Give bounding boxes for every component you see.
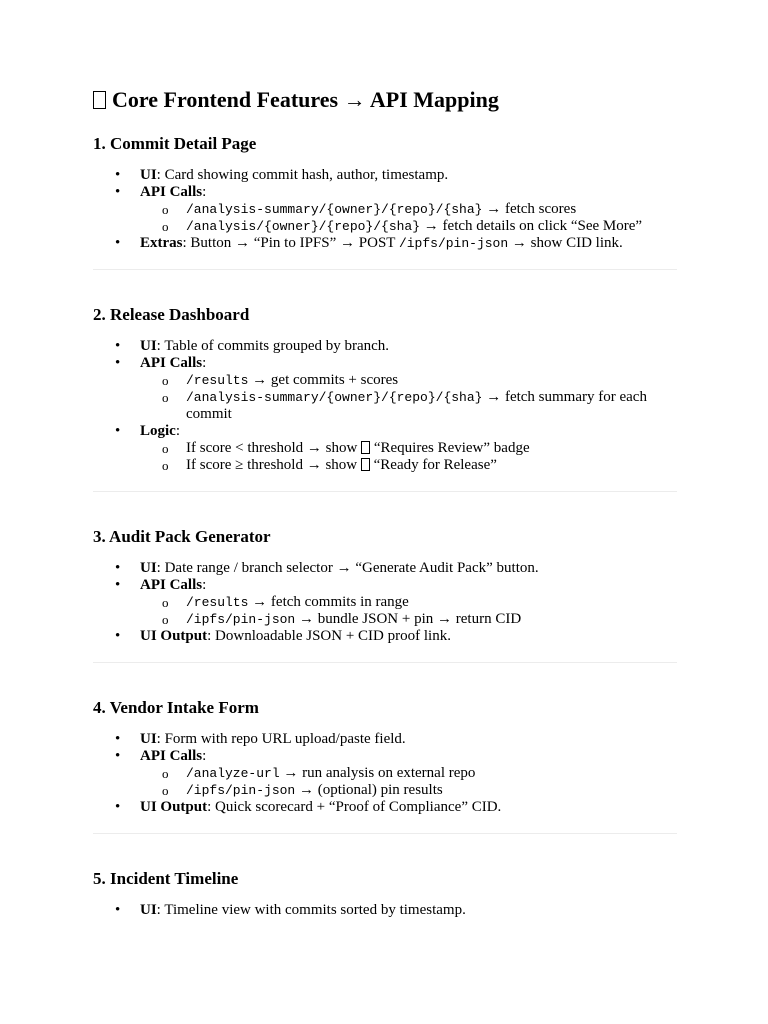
list-item: • Extras: Button → “Pin to IPFS” → POST /ipfs/pin-json → show CID link. xyxy=(93,235,677,252)
section-audit-pack-generator xyxy=(93,525,677,645)
list-item: • UI: Table of commits grouped by branch. xyxy=(93,338,677,355)
sub-list xyxy=(140,372,677,423)
sub-list-item: o /analyze-url → run analysis on external repo xyxy=(93,765,677,782)
section-divider xyxy=(93,491,677,492)
sub-list xyxy=(140,594,677,628)
sub-list-item: o If score ≥ threshold → show “Ready for Release” xyxy=(93,457,677,474)
sub-list-item: o /results → get commits + scores xyxy=(93,372,677,389)
list-item: • API Calls: o /analyze-url → run analysis on external repo o /ipfs/pin-json → (optional) pin results xyxy=(93,748,677,799)
list-item: • Logic: o If score < threshold → show “Requires Review” badge o If score ≥ threshold → show “Ready for Release” xyxy=(93,423,677,474)
sub-list xyxy=(140,201,677,235)
sub-list-item: o /analysis-summary/{owner}/{repo}/{sha} → fetch scores xyxy=(93,201,677,218)
sub-list-item: o /ipfs/pin-json → (optional) pin results xyxy=(93,782,677,799)
sub-list xyxy=(140,765,677,799)
section-heading: 4. Vendor Intake Form xyxy=(93,698,259,717)
missing-glyph-icon xyxy=(361,458,370,471)
section-commit-detail-page xyxy=(93,132,677,252)
document-page xyxy=(93,84,677,919)
section-list xyxy=(93,731,677,816)
sub-list xyxy=(140,440,677,474)
list-item: • UI: Date range / branch selector → “Generate Audit Pack” button. xyxy=(93,560,677,577)
list-item: • UI Output: Downloadable JSON + CID proof link. xyxy=(93,628,677,645)
section-heading: 5. Incident Timeline xyxy=(93,869,239,888)
list-item: • UI: Card showing commit hash, author, timestamp. xyxy=(93,167,677,184)
section-release-dashboard xyxy=(93,303,677,474)
section-list xyxy=(93,338,677,474)
list-item: • UI Output: Quick scorecard + “Proof of Compliance” CID. xyxy=(93,799,677,816)
list-item: • UI: Timeline view with commits sorted by timestamp. xyxy=(93,902,677,919)
section-divider xyxy=(93,833,677,834)
section-heading: 3. Audit Pack Generator xyxy=(93,527,271,546)
section-list xyxy=(93,560,677,645)
list-item: • API Calls: o /results → get commits + scores o /analysis-summary/{owner}/{repo}/{sha} → fetch summary for each commit xyxy=(93,355,677,423)
list-item: • API Calls: o /results → fetch commits in range o /ipfs/pin-json → bundle JSON + pin → return CID xyxy=(93,577,677,628)
sub-list-item: o /analysis-summary/{owner}/{repo}/{sha} → fetch summary for each commit xyxy=(93,389,677,423)
sub-list-item: o If score < threshold → show “Requires Review” badge xyxy=(93,440,677,457)
list-item: • API Calls: o /analysis-summary/{owner}/{repo}/{sha} → fetch scores o /analysis/{owner}/{repo}/{sha} → fetch details on click “See More” xyxy=(93,184,677,235)
section-list xyxy=(93,167,677,252)
section-heading: 2. Release Dashboard xyxy=(93,305,250,324)
section-divider xyxy=(93,662,677,663)
sub-list-item: o /results → fetch commits in range xyxy=(93,594,677,611)
section-incident-timeline xyxy=(93,867,677,919)
section-vendor-intake-form xyxy=(93,696,677,816)
page-title: Core Frontend Features → API Mapping xyxy=(93,84,677,116)
section-list xyxy=(93,902,677,919)
sub-list-item: o /analysis/{owner}/{repo}/{sha} → fetch details on click “See More” xyxy=(93,218,677,235)
missing-glyph-icon xyxy=(361,441,370,454)
section-heading: 1. Commit Detail Page xyxy=(93,134,257,153)
section-divider xyxy=(93,269,677,270)
sub-list-item: o /ipfs/pin-json → bundle JSON + pin → return CID xyxy=(93,611,677,628)
list-item: • UI: Form with repo URL upload/paste field. xyxy=(93,731,677,748)
missing-glyph-icon xyxy=(93,91,106,109)
